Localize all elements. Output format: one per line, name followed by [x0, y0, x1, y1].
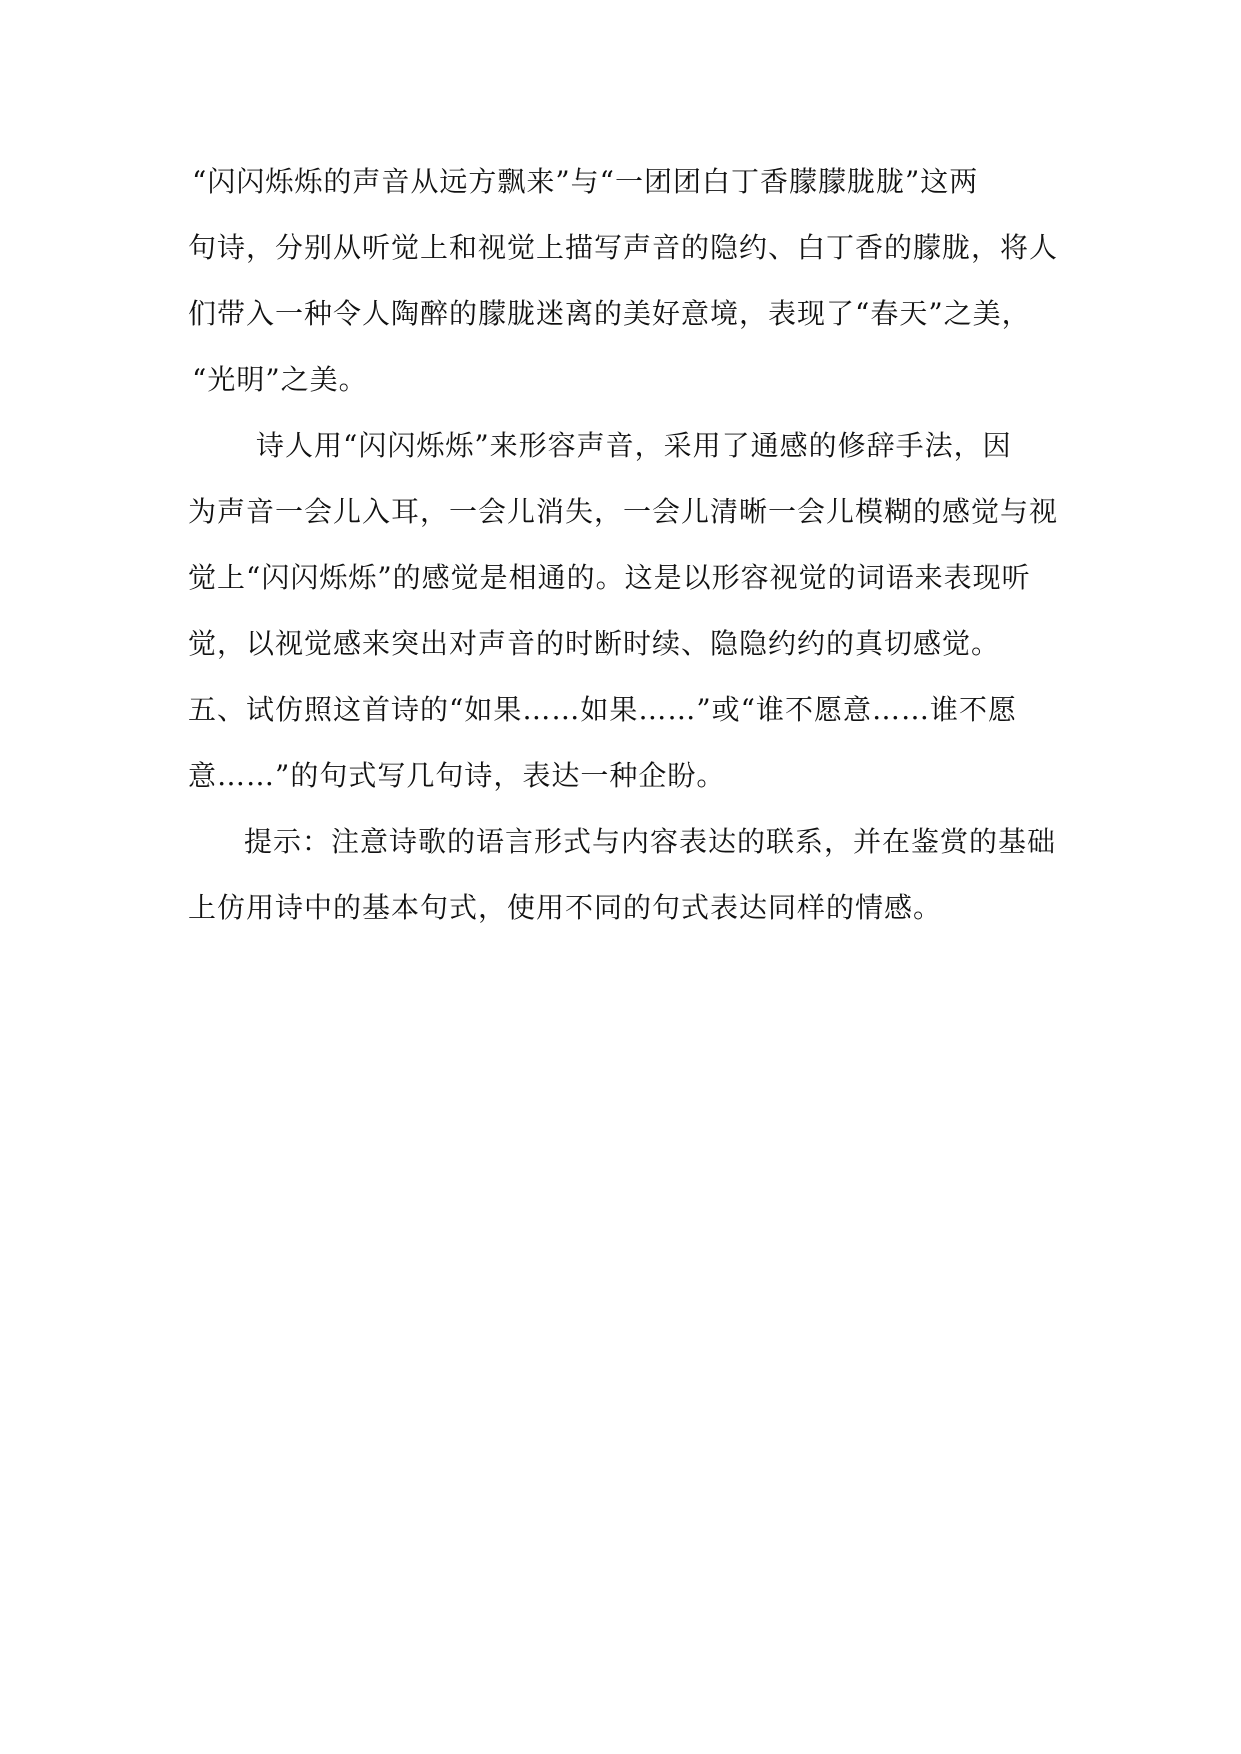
- paragraph-line: 们带入一种令人陶醉的朦胧迷离的美好意境，表现了“春天”之美，: [188, 297, 1031, 330]
- hint-paragraph: [188, 820, 1068, 952]
- paragraph-line: “闪闪烁烁的声音从远方飘来”与“一团团白丁香朦朦胧胧”这两: [192, 165, 979, 198]
- hint-line: 提示：注意诗歌的语言形式与内容表达的联系，并在鉴赏的基础: [244, 825, 1057, 858]
- question-line: 五、试仿照这首诗的“如果……如果……”或“谁不愿意……谁不愿: [188, 693, 1017, 726]
- paragraph-line: “光明”之美。: [192, 363, 368, 396]
- document-body: [188, 160, 1068, 952]
- paragraph-line: 为声音一会儿入耳，一会儿消失，一会儿清晰一会儿模糊的感觉与视: [188, 495, 1059, 528]
- paragraph-line: 诗人用“闪闪烁烁”来形容声音，采用了通感的修辞手法，因: [256, 429, 1012, 462]
- hint-line: 上仿用诗中的基本句式，使用不同的句式表达同样的情感。: [188, 891, 943, 924]
- question-line: 意……”的句式写几句诗，表达一种企盼。: [188, 759, 726, 792]
- paragraph-tongji-analysis: [188, 160, 1068, 424]
- paragraph-line: 觉上“闪闪烁烁”的感觉是相通的。这是以形容视觉的词语来表现听: [188, 561, 1031, 594]
- paragraph-synesthesia-explanation: [188, 424, 1068, 688]
- question-five: [188, 688, 1068, 820]
- paragraph-line: 觉，以视觉感来突出对声音的时断时续、隐隐约约的真切感觉。: [188, 627, 1001, 660]
- paragraph-line: 句诗，分别从听觉上和视觉上描写声音的隐约、白丁香的朦胧，将人: [188, 231, 1059, 264]
